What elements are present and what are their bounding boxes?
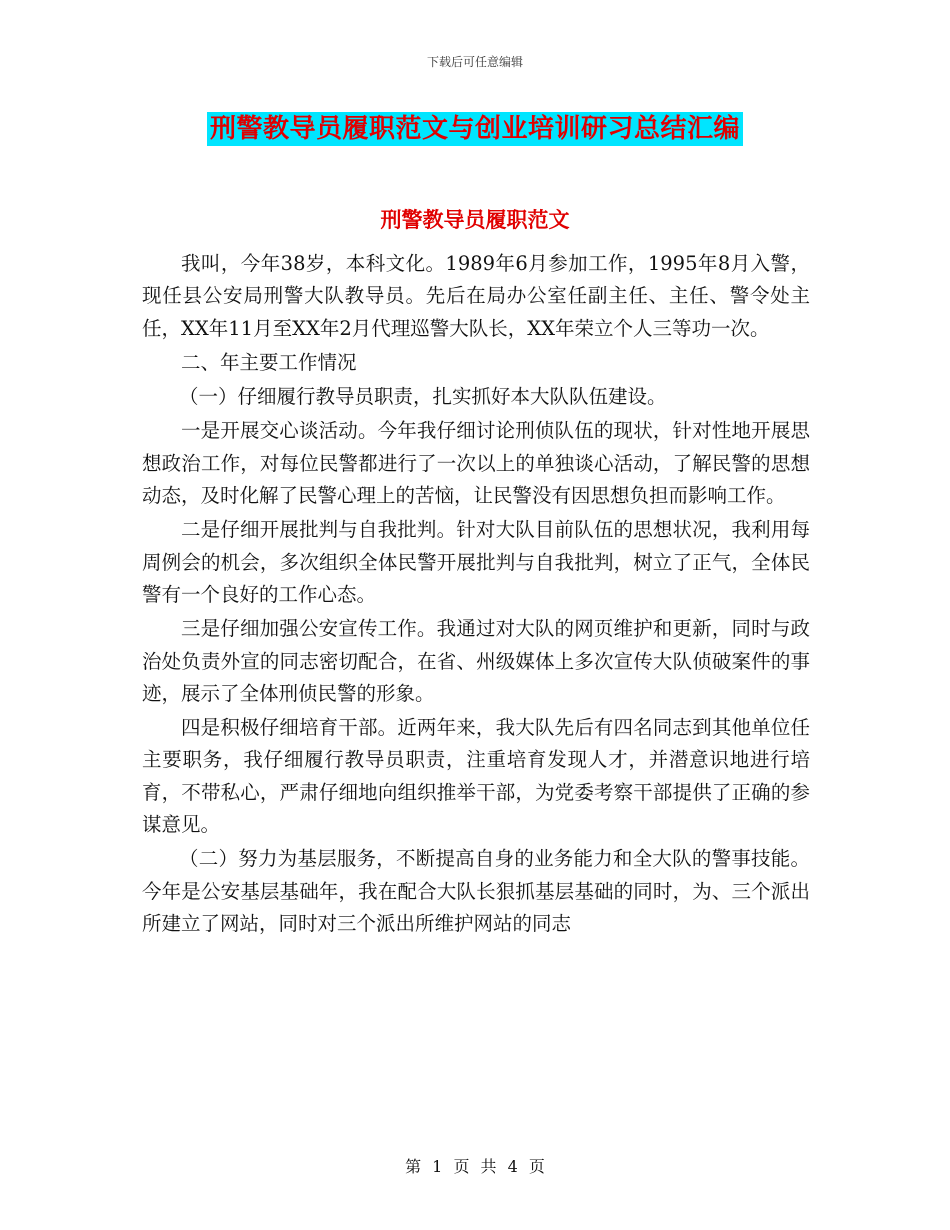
paragraph: （二）努力为基层服务，不断提高自身的业务能力和全大队的警事技能。今年是公安基层基础年，我在配合大队长狠抓基层基础的同时，为、三个派出所建立了网站，同时对三个派出所维护网站的同志 — [142, 847, 810, 935]
paragraph: 四是积极仔细培育干部。近两年来，我大队先后有四名同志到其他单位任主要职务，我仔细履行教导员职责，注重培育发现人才，并潜意识地进行培育，不带私心，严肃仔细地向组织推举干部，为党委考察干部提供了正确的参谋意见。 — [142, 716, 810, 837]
section-title: 刑警教导员履职范文 — [380, 207, 570, 232]
paragraph: 三是仔细加强公安宣传工作。我通过对大队的网页维护和更新，同时与政治处负责外宣的同志密切配合，在省、州级媒体上多次宣传大队侦破案件的事迹，展示了全体刑侦民警的形象。 — [142, 617, 810, 705]
paragraph: （一）仔细履行教导员职责，扎实抓好本大队队伍建设。 — [179, 385, 667, 409]
page-number: 第 1 页 共 4 页 — [405, 1157, 545, 1176]
main-title — [0, 112, 950, 146]
main-title-text: 刑警教导员履职范文与创业培训研习总结汇编 — [207, 112, 743, 146]
paragraph: 二、年主要工作情况 — [181, 350, 357, 374]
paragraph: 一是开展交心谈活动。今年我仔细讨论刑侦队伍的现状，针对性地开展思想政治工作，对每位民警都进行了一次以上的单独谈心活动，了解民警的思想动态，及时化解了民警心理上的苦恼，让民警没有因思想负担而影响工作。 — [142, 419, 810, 508]
header-note: 下载后可任意编辑 — [426, 55, 523, 69]
paragraph: 二是仔细开展批判与自我批判。针对大队目前队伍的思想状况，我利用每周例会的机会，多次组织全体民警开展批判与自我批判，树立了正气，全体民警有一个良好的工作心态。 — [142, 518, 810, 606]
paragraph: 我叫，今年38岁，本科文化。1989年6月参加工作，1995年8月入警，现任县公安局刑警大队教导员。先后在局办公室任副主任、主任、警令处主任，XX年11月至XX年2月代理巡警大队长，XX年荣立个人三等功一次。 — [142, 252, 810, 340]
body-text — [142, 248, 810, 942]
